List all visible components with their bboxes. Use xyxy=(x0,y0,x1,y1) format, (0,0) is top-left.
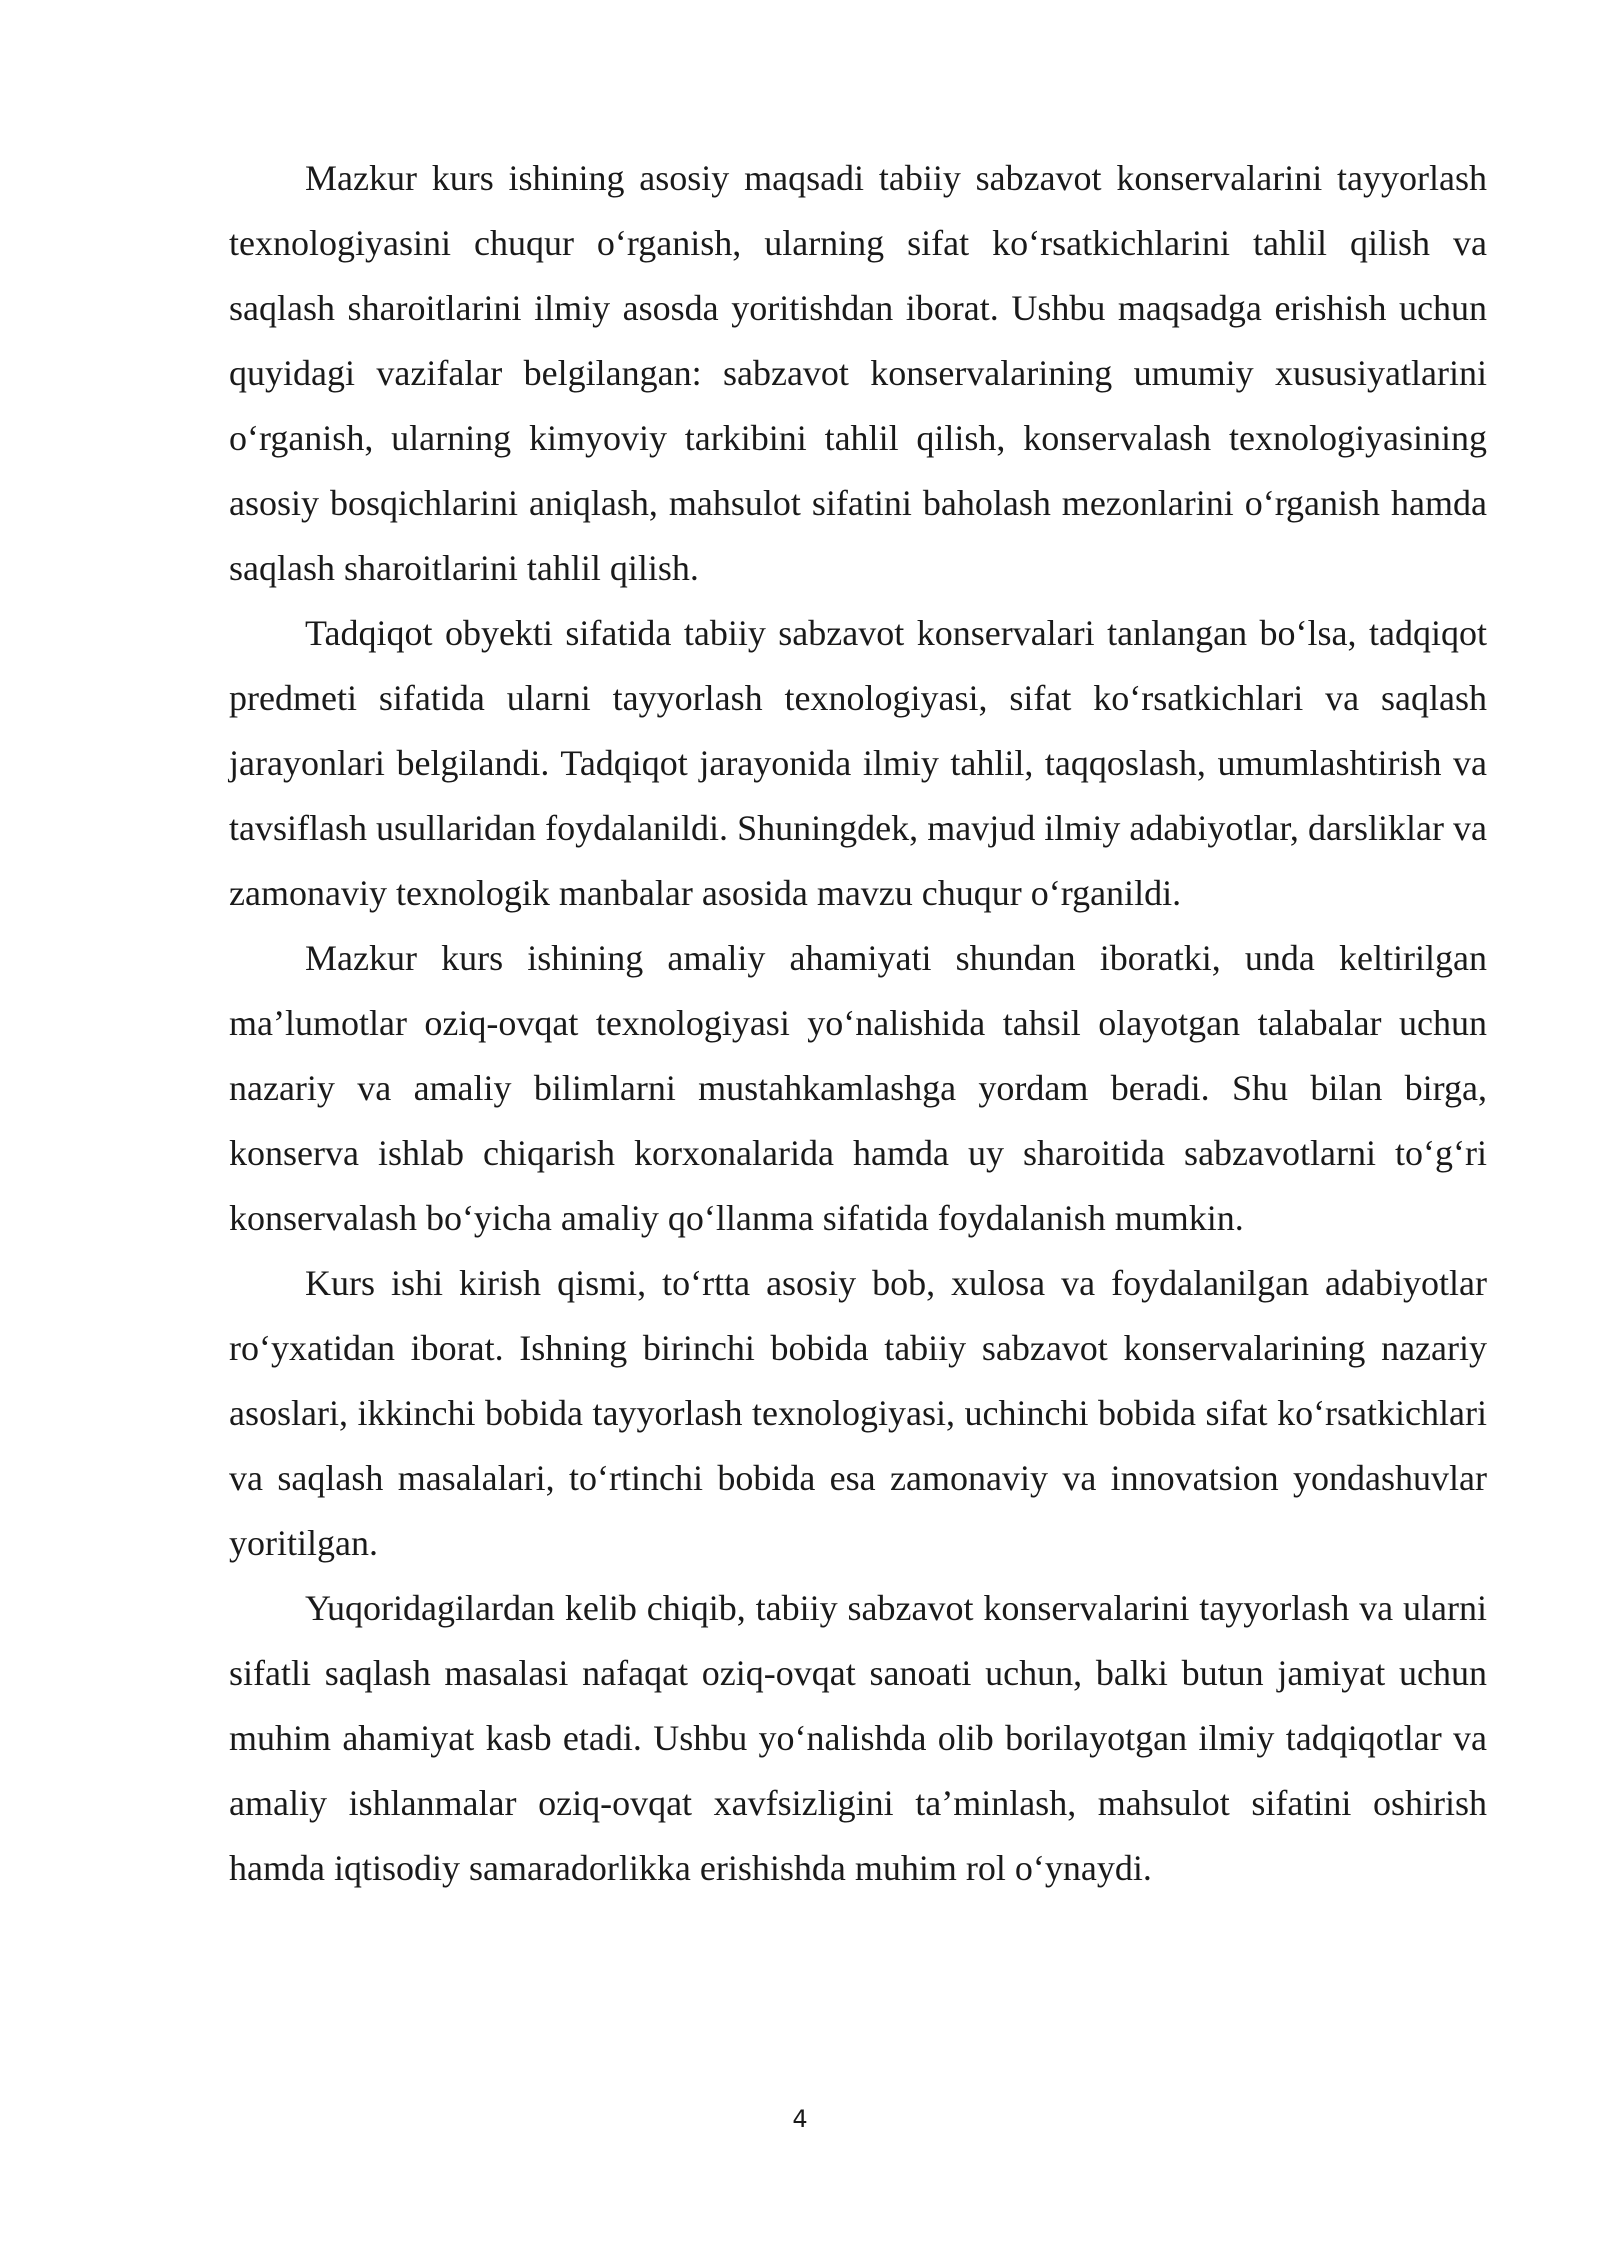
paragraph-conclusion: Yuqoridagilardan kelib chiqib, tabiiy sabzavot konservalarini tayyorlash va ularni sifatli saqlash masalasi nafaqat oziq-ovqat sanoati uchun, balki butun jamiyat uchun muhim ahamiyat kasb etadi. Ushbu yo‘nalishda olib borilayotgan ilmiy tadqiqotlar va amaliy ishlanmalar oziq-ovqat xavfsizligini ta’minlash, mahsulot sifatini oshirish hamda iqtisodiy samaradorlikka erishishda muhim rol o‘ynaydi. xyxy=(229,1588,1487,1888)
paragraph-research-object: Tadqiqot obyekti sifatida tabiiy sabzavot konservalari tanlangan bo‘lsa, tadqiqot predmeti sifatida ularni tayyorlash texnologiyasi, sifat ko‘rsatkichlari va saqlash jarayonlari belgilandi. Tadqiqot jarayonida ilmiy tahlil, taqqoslash, umumlashtirish va tavsiflash usullaridan foydalanildi. Shuningdek, mavjud ilmiy adabiyotlar, darsliklar va zamonaviy texnologik manbalar asosida mavzu chuqur o‘rganildi. xyxy=(229,613,1487,913)
page-number: 4 xyxy=(792,2105,808,2133)
page-body xyxy=(229,146,1487,1901)
paragraph-goals: Mazkur kurs ishining asosiy maqsadi tabiiy sabzavot konservalarini tayyorlash texnologiyasini chuqur o‘rganish, ularning sifat ko‘rsatkichlarini tahlil qilish va saqlash sharoitlarini ilmiy asosda yoritishdan iborat. Ushbu maqsadga erishish uchun quyidagi vazifalar belgilangan: sabzavot konservalarining umumiy xususiyatlarini o‘rganish, ularning kimyoviy tarkibini tahlil qilish, konservalash texnologiyasining asosiy bosqichlarini aniqlash, mahsulot sifatini baholash mezonlarini o‘rganish hamda saqlash sharoitlarini tahlil qilish. xyxy=(229,158,1487,588)
paragraph-practical-significance: Mazkur kurs ishining amaliy ahamiyati shundan iboratki, unda keltirilgan ma’lumotlar oziq-ovqat texnologiyasi yo‘nalishida tahsil olayotgan talabalar uchun nazariy va amaliy bilimlarni mustahkamlashga yordam beradi. Shu bilan birga, konserva ishlab chiqarish korxonalarida hamda uy sharoitida sabzavotlarni to‘g‘ri konservalash bo‘yicha amaliy qo‘llanma sifatida foydalanish mumkin. xyxy=(229,938,1487,1238)
paragraph-structure: Kurs ishi kirish qismi, to‘rtta asosiy bob, xulosa va foydalanilgan adabiyotlar ro‘yxatidan iborat. Ishning birinchi bobida tabiiy sabzavot konservalarining nazariy asoslari, ikkinchi bobida tayyorlash texnologiyasi, uchinchi bobida sifat ko‘rsatkichlari va saqlash masalalari, to‘rtinchi bobida esa zamonaviy va innovatsion yondashuvlar yoritilgan. xyxy=(229,1263,1487,1563)
